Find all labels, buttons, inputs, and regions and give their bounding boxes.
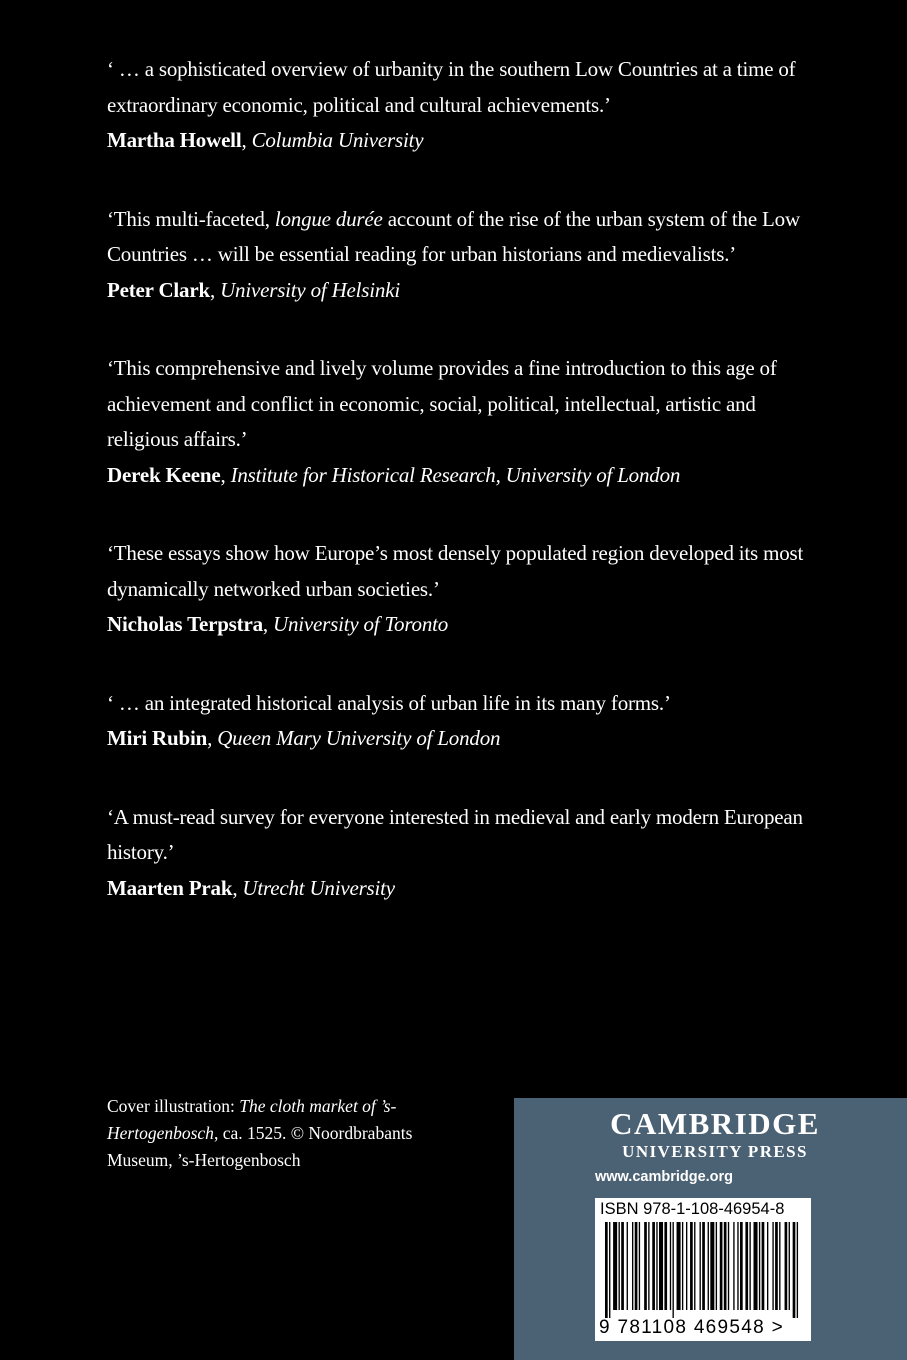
barcode-bar (733, 1222, 734, 1310)
barcode-bar (797, 1222, 798, 1318)
barcode-bar (772, 1222, 773, 1310)
blurb-clark (107, 202, 827, 309)
barcode-bar (686, 1222, 687, 1310)
barcode-bar (762, 1222, 765, 1310)
barcode-bar (621, 1222, 624, 1310)
barcode-bar (613, 1222, 617, 1310)
reviewer-name: Maarten Prak (107, 875, 233, 900)
barcode-bar (737, 1222, 738, 1310)
barcode-bar (700, 1222, 701, 1310)
barcode-bar (779, 1222, 780, 1310)
attribution: Peter Clark, University of Helsinki (107, 277, 400, 302)
barcode-bar (659, 1222, 663, 1310)
reviewer-affiliation: Utrecht University (242, 875, 395, 900)
credit-prefix: Cover illustration: (107, 1096, 240, 1116)
barcode-bar (605, 1222, 608, 1318)
reviewer-affiliation: Columbia University (251, 128, 424, 152)
quote-italic-term: longue durée (274, 206, 383, 231)
barcode-bar (635, 1222, 638, 1310)
attribution: Maarten Prak, Utrecht University (107, 875, 395, 900)
attribution: Miri Rubin, Queen Mary University of London (107, 726, 501, 750)
barcode-bar (694, 1222, 695, 1310)
barcode-bar (720, 1222, 723, 1310)
quote-text: ‘ … a sophisticated overview of urbanity in the southern Low Countries at a time of extraordinary economic, political and cultural achievements.’ (107, 57, 796, 117)
reviewer-affiliation: University of Toronto (272, 612, 449, 636)
quote-text: ‘ … an integrated historical analysis of urban life in its many forms.’ (107, 690, 671, 715)
barcode-bar (627, 1222, 628, 1310)
reviewer-name: Martha Howell (107, 128, 242, 152)
reviewer-affiliation: Queen Mary University of London (217, 726, 501, 750)
blurb-keene (107, 351, 827, 493)
attribution: Martha Howell, Columbia University (107, 128, 424, 152)
attribution: Derek Keene, Institute for Historical Research, University of London (107, 462, 681, 487)
quote-text: ‘This comprehensive and lively volume provides a fine introduction to this age of achievement and conflict in economic, social, political, intellectual, artistic and religious affairs.’ (107, 356, 777, 451)
barcode-bar (702, 1222, 705, 1310)
quote-text-part: ‘This multi-faceted, (107, 206, 275, 231)
isbn-text: ISBN 978-1-108-46954-8 (600, 1200, 785, 1218)
reviewer-name: Miri Rubin (107, 726, 208, 750)
barcode-bar (710, 1222, 714, 1310)
barcode-bar (775, 1222, 778, 1310)
barcode-bar (716, 1222, 717, 1310)
barcode-bar (619, 1222, 620, 1310)
quote-text-part: account of the rise of the urban system of the Low Countries … will be essential reading for urban historians and medievalists.’ (107, 206, 800, 266)
barcode-bar (609, 1222, 610, 1318)
credit-title: The cloth market of ’s-Hertogenbosch (107, 1096, 397, 1143)
publisher-panel (514, 1098, 907, 1360)
publisher-press: UNIVERSITY PRESS (622, 1142, 808, 1161)
barcode-bar (690, 1222, 693, 1310)
barcode-bar (740, 1222, 743, 1310)
blurb-howell (107, 52, 827, 159)
blurb-terpstra (107, 536, 827, 643)
reviewer-name: Derek Keene (107, 462, 221, 487)
blurb-prak (107, 800, 827, 907)
blurbs-section (107, 52, 827, 949)
barcode-bar (789, 1222, 790, 1310)
reviewer-name: Nicholas Terpstra (107, 612, 263, 636)
barcode-bar (728, 1222, 729, 1310)
barcode-bar (664, 1222, 667, 1310)
barcode-bar (724, 1222, 727, 1310)
reviewer-affiliation: Institute for Historical Research, University of London (230, 462, 681, 487)
barcode-bar (767, 1222, 768, 1310)
barcode-digits: 9 781108 469548 > (599, 1317, 784, 1338)
barcode-bar (745, 1222, 748, 1310)
barcode-bars (603, 1222, 803, 1318)
barcode-bar (639, 1222, 640, 1310)
barcode-bar (648, 1222, 649, 1310)
reviewer-affiliation: University of Helsinki (220, 277, 400, 302)
quote-text (107, 202, 827, 273)
barcode-bar (670, 1222, 671, 1310)
barcode-bar (632, 1222, 633, 1310)
barcode-bar (785, 1222, 788, 1310)
barcode-bar (656, 1222, 657, 1310)
reviewer-name: Peter Clark (107, 277, 210, 302)
publisher-url: www.cambridge.org (595, 1169, 734, 1185)
cover-illustration-credit (107, 1093, 467, 1174)
barcode-label (595, 1198, 811, 1341)
barcode-bar (759, 1222, 760, 1310)
barcode-bar (677, 1222, 681, 1310)
barcode-bar (644, 1222, 647, 1310)
barcode-bar (682, 1222, 683, 1310)
attribution: Nicholas Terpstra, University of Toronto (107, 612, 449, 636)
blurb-rubin (107, 686, 827, 757)
quote-text: ‘These essays show how Europe’s most densely populated region developed its most dynamically networked urban societies.’ (107, 541, 804, 601)
quote-text: ‘A must-read survey for everyone interested in medieval and early modern European history.’ (107, 804, 803, 864)
barcode-bar (708, 1222, 709, 1310)
barcode-bar (754, 1222, 758, 1310)
barcode-bar (749, 1222, 750, 1310)
barcode-bar (673, 1222, 674, 1318)
barcode-bar (793, 1222, 796, 1318)
credit-suffix: , ca. 1525. © Noordbrabants Museum, ’s-Hertogenbosch (107, 1123, 413, 1170)
publisher-name: CAMBRIDGE (610, 1106, 820, 1141)
barcode-bar (652, 1222, 655, 1310)
